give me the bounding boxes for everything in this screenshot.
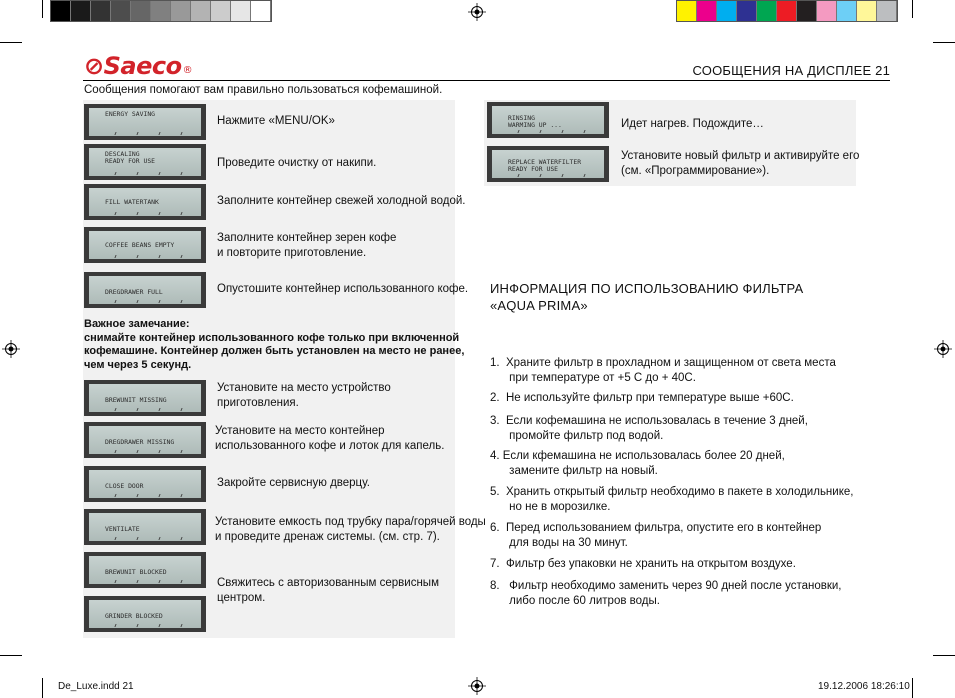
crop-mark (933, 655, 955, 656)
message-text: Идет нагрев. Подождите… (621, 118, 764, 130)
grayscale-bar (50, 0, 272, 22)
list-item: 1. Храните фильтр в прохладном и защищенном от света места при температуре от +5 С до + 40С. (490, 357, 836, 384)
list-item: 6. Перед использованием фильтра, опустите его в контейнер для воды на 30 минут. (490, 522, 822, 549)
footer-file-info: De_Luxe.indd 21 (58, 681, 134, 692)
crop-mark (42, 0, 43, 18)
header-rule (83, 80, 890, 81)
message-text: Закройте сервисную дверцу. (217, 477, 370, 489)
list-item: 5. Хранить открытый фильтр необходимо в пакете в холодильнике, но не в морозилке. (490, 486, 854, 513)
registration-mark-icon (2, 340, 20, 358)
registration-mark-icon (468, 3, 486, 21)
crop-mark (0, 655, 22, 656)
message-text: Заполните контейнер свежей холодной водой. (217, 195, 466, 207)
crop-mark (42, 678, 43, 698)
logo-swirl-icon: ⊘ (84, 52, 104, 80)
lcd-display: FILL WATERTANK (84, 184, 206, 220)
page-title: СООБЩЕНИЯ НА ДИСПЛЕЕ 21 (692, 63, 890, 78)
message-text: Установите емкость под трубку пара/горячей воды и проведите дренаж системы. (см. стр. 7). (215, 516, 486, 543)
lcd-display: GRINDER BLOCKED (84, 596, 206, 632)
crop-mark (912, 678, 913, 698)
lcd-display: REPLACE WATERFILTER READY FOR USE (487, 146, 609, 182)
lcd-display: VENTILATE (84, 509, 206, 545)
message-text: Установите на место контейнер использованного кофе и лоток для капель. (215, 425, 445, 452)
crop-mark (912, 0, 913, 18)
footer-timestamp: 19.12.2006 18:26:10 (818, 681, 910, 692)
registration-mark-icon (468, 677, 486, 695)
color-bar (676, 0, 898, 22)
saeco-logo: ⊘Saeco® (84, 52, 193, 80)
message-text: Свяжитесь с авторизованным сервисным центром. (217, 577, 439, 604)
message-text: Проведите очистку от накипи. (217, 157, 377, 169)
message-text: Установите новый фильтр и активируйте его (см. «Программирование»). (621, 150, 860, 177)
message-text: Нажмите «MENU/OK» (217, 115, 335, 127)
message-text: Заполните контейнер зерен кофе и повторите приготовление. (217, 232, 397, 259)
message-text: Установите на место устройство приготовления. (217, 382, 391, 409)
lcd-display: DESCALING READY FOR USE (84, 144, 206, 180)
list-item: 4. Если кфемашина не использовалась более 20 дней, замените фильтр на новый. (490, 450, 785, 477)
crop-mark (933, 42, 955, 43)
registration-mark-icon (934, 340, 952, 358)
lcd-display: CLOSE DOOR (84, 466, 206, 502)
lcd-display: DREGDRAWER MISSING (84, 422, 206, 458)
lcd-display: ENERGY SAVING (84, 104, 206, 140)
lcd-display: RINSING WARMING UP ... (487, 102, 609, 138)
list-item: 7. Фильтр без упаковки не хранить на открытом воздухе. (490, 558, 796, 570)
important-note: Важное замечание: снимайте контейнер использованного кофе только при включенной кофемашине. Контейнер должен быть установлен на место не ранее, чем через 5 секунд. (84, 318, 465, 371)
list-item: 8. Фильтр необходимо заменить через 90 дней после установки, либо после 60 литров воды. (490, 580, 842, 607)
list-item: 2. Не используйте фильтр при температуре выше +60С. (490, 392, 794, 404)
lcd-display: BREWUNIT MISSING (84, 380, 206, 416)
lcd-display: COFFEE BEANS EMPTY (84, 227, 206, 263)
section-title: ИНФОРМАЦИЯ ПО ИСПОЛЬЗОВАНИЮ ФИЛЬТРА «AQUA PRIMA» (490, 281, 804, 313)
lcd-display: BREWUNIT BLOCKED (84, 552, 206, 588)
intro-text: Сообщения помогают вам правильно пользоваться кофемашиной. (84, 84, 443, 96)
message-text: Опустошите контейнер использованного кофе. (217, 283, 469, 295)
crop-mark (0, 42, 22, 43)
lcd-display: DREGDRAWER FULL (84, 272, 206, 308)
list-item: 3. Если кофемашина не использовалась в течение 3 дней, промойте фильтр под водой. (490, 415, 808, 442)
